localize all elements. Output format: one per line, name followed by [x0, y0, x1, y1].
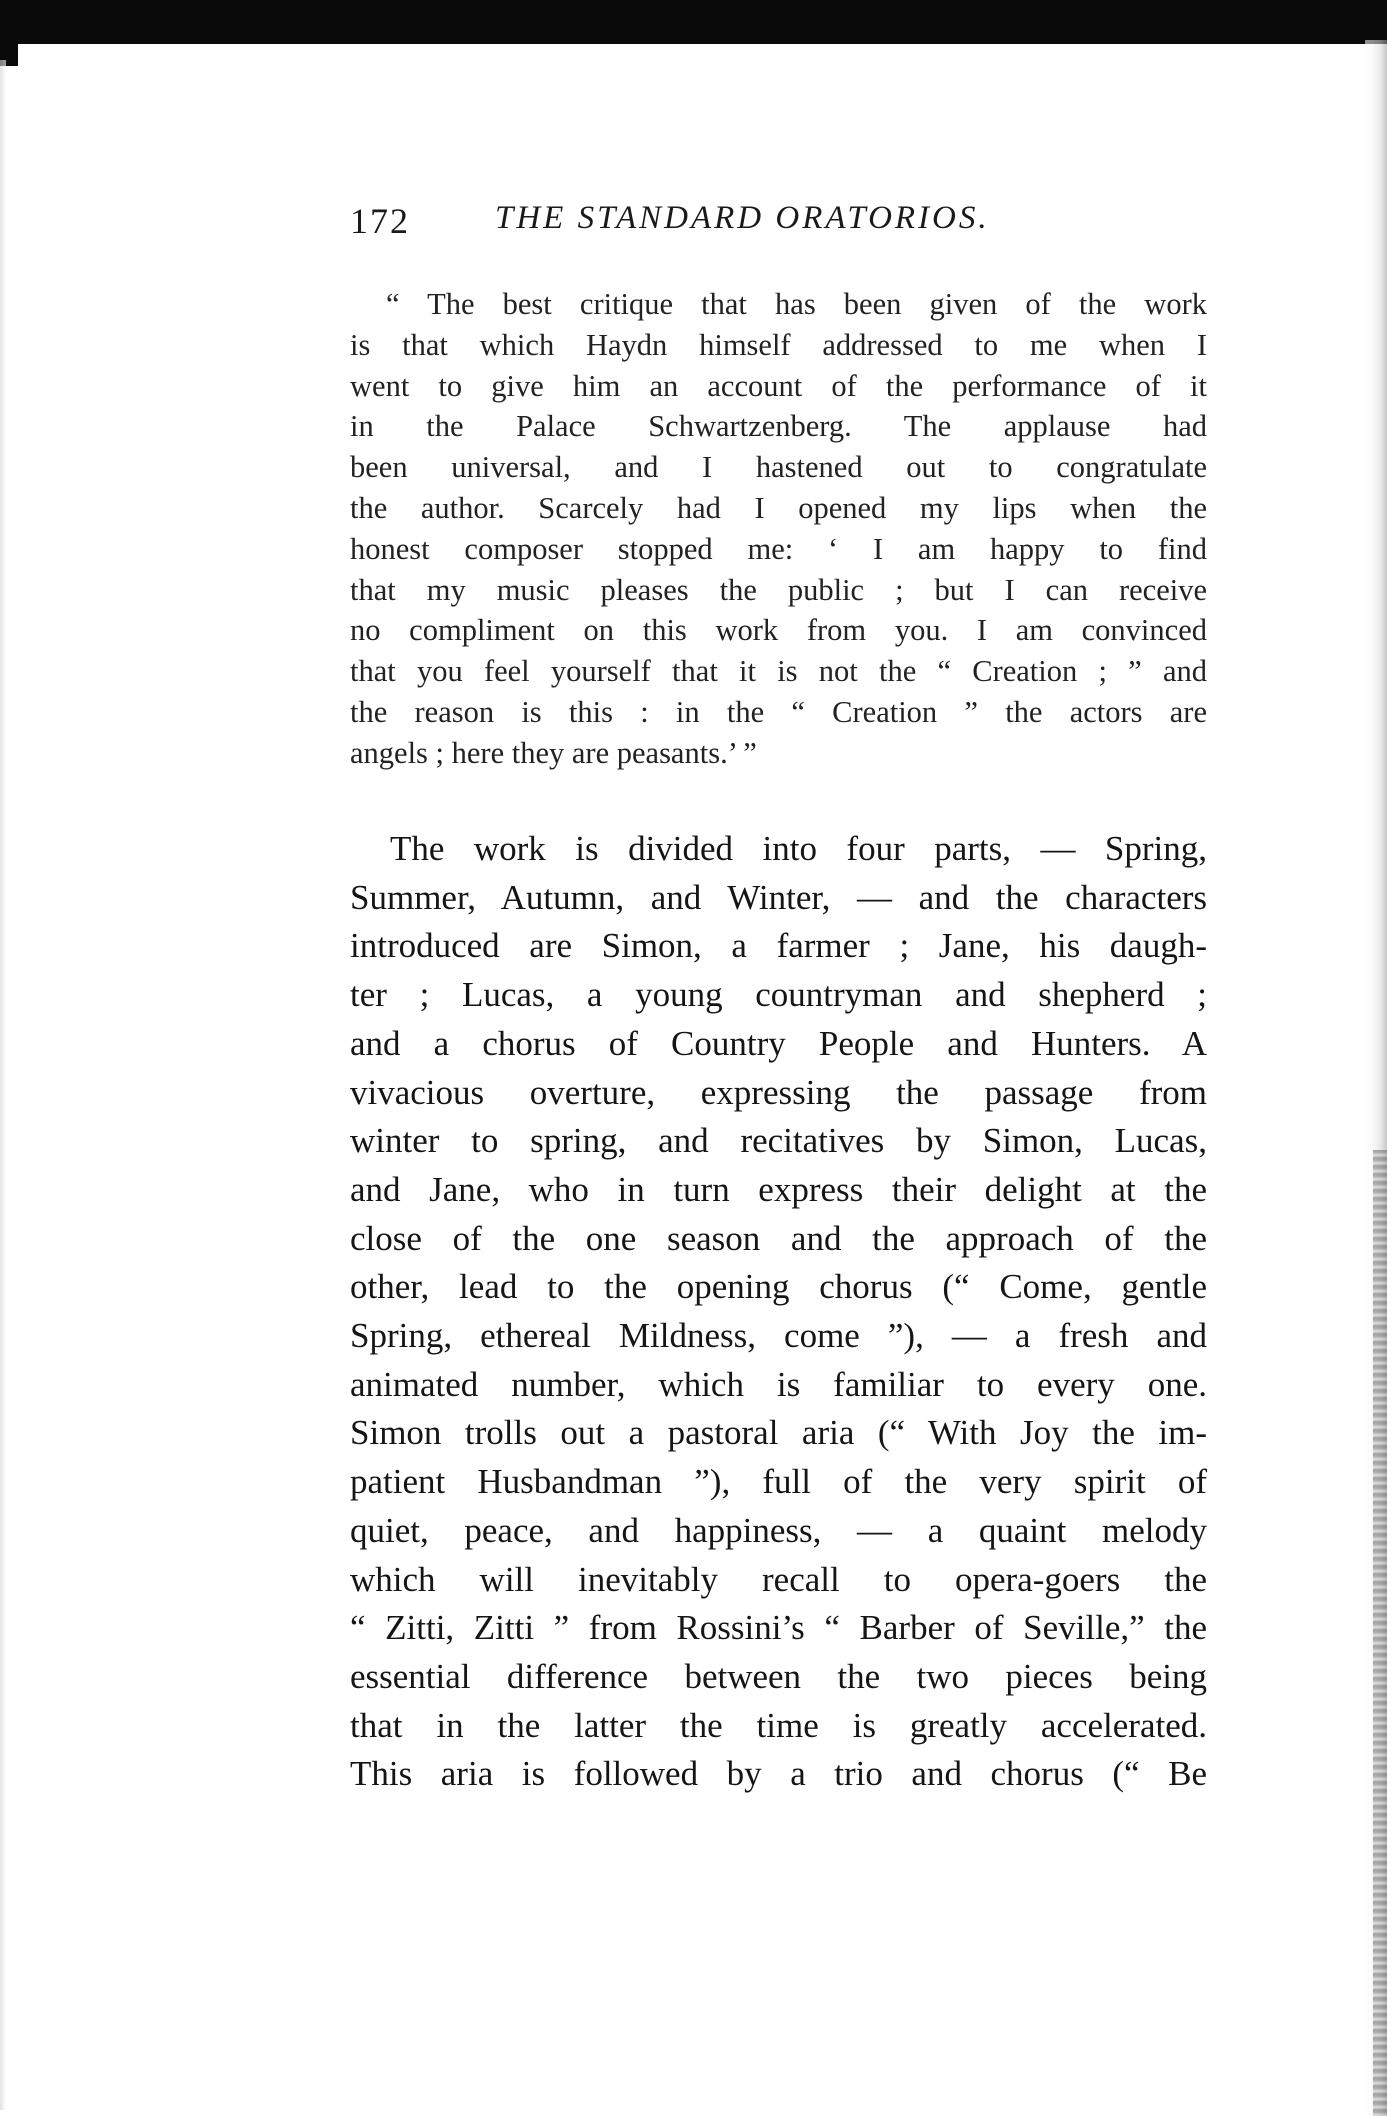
text-line: the reason is this : in the “ Creation ” the actors are: [350, 694, 1207, 729]
text-line: “ The best critique that has been given of the work: [386, 287, 1207, 321]
text-line: quiet, peace, and happiness, — a quaint melody: [350, 1510, 1207, 1550]
running-title: THE STANDARD ORATORIOS.: [495, 200, 990, 236]
text-line: “ Zitti, Zitti ” from Rossini’s “ Barber of Seville,” the: [350, 1608, 1207, 1648]
text-line: went to give him an account of the performance of it: [350, 368, 1207, 403]
text-line: close of the one season and the approach of the: [350, 1218, 1207, 1258]
text-line: winter to spring, and recitatives by Simon, Lucas,: [350, 1121, 1207, 1161]
page-edge-left: [0, 60, 6, 2110]
text-line: Simon trolls out a pastoral aria (“ With Joy the im-: [350, 1413, 1207, 1453]
text-line: is that which Haydn himself addressed to me when I: [350, 327, 1207, 362]
text-line: honest composer stopped me: ‘ I am happy to find: [350, 531, 1207, 566]
text-line: angels ; here they are peasants.’ ”: [350, 735, 757, 770]
scan-top-border: [0, 0, 1387, 44]
text-line: Spring, ethereal Mildness, come ”), — a fresh and: [350, 1316, 1207, 1356]
page-edge-stack: [1373, 1150, 1387, 2116]
text-line: no compliment on this work from you. I am convinced: [350, 613, 1207, 648]
text-line: that my music pleases the public ; but I can receive: [350, 572, 1207, 607]
text-line: in the Palace Schwartzenberg. The applause had: [350, 409, 1207, 444]
text-line: The work is divided into four parts, — Spring,: [390, 829, 1207, 868]
quoted-critique: [350, 284, 1207, 774]
text-line: and a chorus of Country People and Hunters. A: [350, 1023, 1207, 1063]
running-header: [350, 200, 1210, 260]
text-line: and Jane, who in turn express their delight at the: [350, 1169, 1207, 1209]
text-line: that in the latter the time is greatly accelerated.: [350, 1705, 1207, 1745]
page-number: 172: [350, 201, 410, 241]
text-line: animated number, which is familiar to every one.: [350, 1364, 1207, 1404]
body-paragraph: [350, 825, 1207, 1799]
text-line: that you feel yourself that it is not the “ Creation ; ” and: [350, 654, 1207, 689]
text-line: other, lead to the opening chorus (“ Come, gentle: [350, 1267, 1207, 1307]
text-line: ter ; Lucas, a young countryman and shepherd ;: [350, 975, 1207, 1015]
text-line: the author. Scarcely had I opened my lips when the: [350, 490, 1207, 525]
text-line: This aria is followed by a trio and chorus (“ Be: [350, 1754, 1207, 1794]
text-line: Summer, Autumn, and Winter, — and the characters: [350, 877, 1207, 917]
text-line: patient Husbandman ”), full of the very spirit of: [350, 1462, 1207, 1502]
text-line: which will inevitably recall to opera-goers the: [350, 1559, 1207, 1599]
text-line: introduced are Simon, a farmer ; Jane, his daugh-: [350, 926, 1207, 966]
text-line: been universal, and I hastened out to congratulate: [350, 450, 1207, 485]
text-line: vivacious overture, expressing the passage from: [350, 1072, 1207, 1112]
text-line: essential difference between the two pieces being: [350, 1656, 1207, 1696]
